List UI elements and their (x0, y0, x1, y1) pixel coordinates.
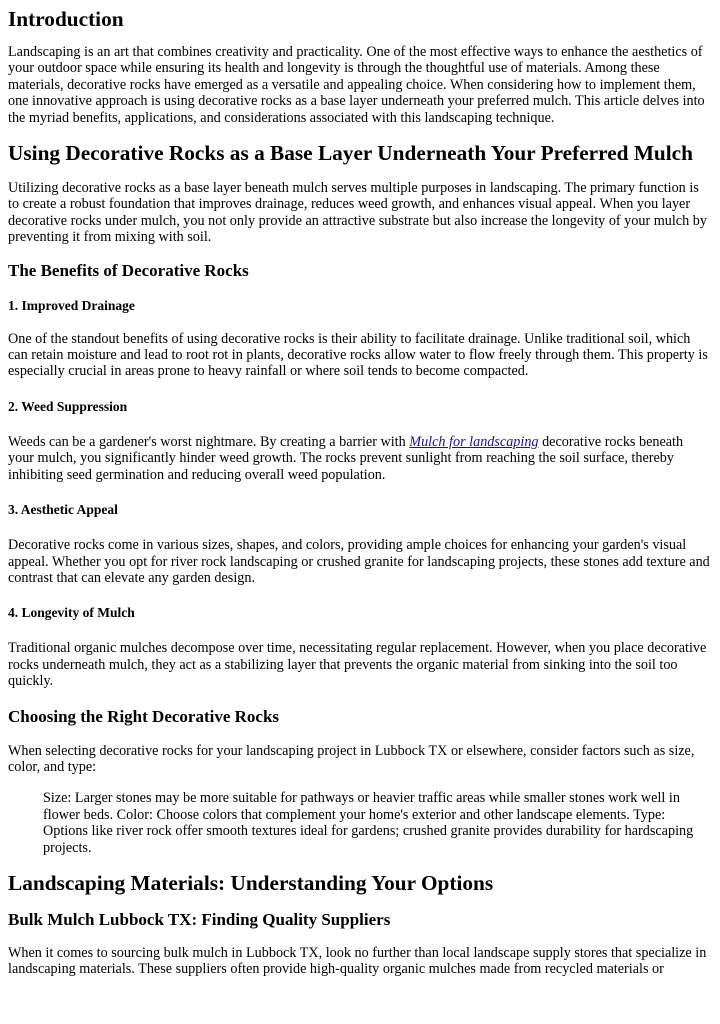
aesthetic-heading: 3. Aesthetic Appeal (8, 502, 118, 518)
weed-text-after: decorative rocks beneath your mulch, you significantly hinder weed growth. The rocks prevent sunlight from reaching the soil surface, thereby inhibiting seed germination and reducing overall weed population. (8, 433, 684, 483)
aesthetic-paragraph: Decorative rocks come in various sizes, shapes, and colors, providing ample choices for enhancing your garden's visual appeal. Whether you opt for river rock landscaping or crushed granite for landscaping projects, these stones add texture and contrast that can elevate any garden design. (8, 537, 710, 586)
article (0, 7, 720, 978)
base-layer-paragraph: Utilizing decorative rocks as a base layer beneath mulch serves multiple purposes in landscaping. The primary function is to create a robust foundation that improves drainage, reduces weed growth, and enhances visual appeal. When you layer decorative rocks under mulch, you not only provide an attractive substrate but also increase the longevity of your mulch by preventing it from mixing with soil. (8, 180, 707, 246)
choosing-heading: Choosing the Right Decorative Rocks (8, 706, 280, 726)
longevity-heading: 4. Longevity of Mulch (8, 605, 135, 621)
longevity-paragraph: Traditional organic mulches decompose over time, necessitating regular replacement. However, when you place decorative rocks underneath mulch, they act as a stabilizing layer that prevents the organic material from sinking into the soil too quickly. (8, 640, 707, 690)
drainage-paragraph: One of the standout benefits of using decorative rocks is their ability to facilitate drainage. Unlike traditional soil, which can retain moisture and lead to root rot in plants, decorative rocks allow water to flow freely through them. This property is especially crucial in areas prone to heavy rainfall or where soil tends to become compacted. (8, 330, 708, 380)
materials-heading: Landscaping Materials: Understanding Your Options (8, 870, 494, 895)
section-heading-base-layer: Using Decorative Rocks as a Base Layer Underneath Your Preferred Mulch (8, 141, 693, 166)
drainage-heading: 1. Improved Drainage (8, 297, 135, 313)
choosing-list-quote: Size: Larger stones may be more suitable for pathways or heavier traffic areas while smaller stones work well in flower beds. Color: Choose colors that complement your home's exterior and other landscape elements. Type: Options like river rock offer smooth textures ideal for gardens; crushed granite provides durability for hardscaping projects. (43, 790, 694, 856)
weed-paragraph (8, 434, 712, 483)
weed-text-before: Weeds can be a gardener's worst nightmare. By creating a barrier with (8, 433, 410, 450)
bulk-mulch-heading: Bulk Mulch Lubbock TX: Finding Quality Suppliers (8, 909, 391, 929)
benefits-heading: The Benefits of Decorative Rocks (8, 260, 249, 280)
intro-heading: Introduction (8, 7, 124, 31)
intro-paragraph: Landscaping is an art that combines creativity and practicality. One of the most effective ways to enhance the aesthetics of your outdoor space while ensuring its health and longevity is through the thoughtful use of materials. Among these materials, decorative rocks have emerged as a versatile and appealing choice. When considering how to implement them, one innovative approach is using decorative rocks as a base layer underneath your preferred mulch. This article delves into the myriad benefits, applications, and considerations associated with this landscaping technique. (8, 44, 705, 126)
mulch-for-landscaping-link[interactable]: Mulch for landscaping (409, 433, 539, 450)
choosing-paragraph: When selecting decorative rocks for your landscaping project in Lubbock TX or elsewhere, consider factors such as size, color, and type: (8, 742, 695, 775)
weed-heading: 2. Weed Suppression (8, 398, 128, 414)
bulk-mulch-paragraph: When it comes to sourcing bulk mulch in Lubbock TX, look no further than local landscape supply stores that specialize in landscaping materials. These suppliers often provide high-quality organic mulches made from recycled materials or (8, 944, 707, 978)
